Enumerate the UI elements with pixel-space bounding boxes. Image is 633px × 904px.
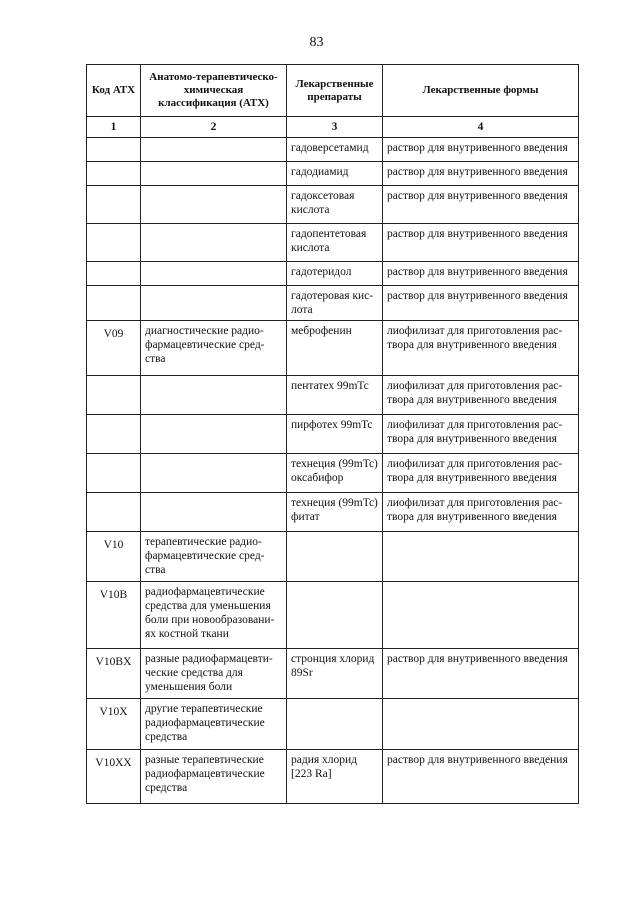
table-body [87,138,579,804]
drug-cell: гадодиамид [287,162,383,186]
table-row [87,186,579,224]
table-row [87,138,579,162]
classification-cell [141,262,287,286]
form-cell: раствор для внутривенного введения [383,224,579,262]
column-number: 3 [287,117,383,138]
table-row [87,162,579,186]
table-row [87,286,579,321]
classification-cell [141,415,287,454]
classification-cell [141,162,287,186]
form-cell: лиофилизат для приготовления рас- твора для внутривенного введения [383,415,579,454]
classification-cell: разные терапевтические радиофармацевтические средства [141,750,287,804]
header-drugs: Лекарственные препараты [287,65,383,117]
table-row [87,649,579,699]
header-row [87,65,579,117]
table-row [87,415,579,454]
drug-cell [287,582,383,649]
form-cell: раствор для внутривенного введения [383,138,579,162]
table-row [87,454,579,493]
code-cell: V10BX [87,649,141,699]
column-number: 4 [383,117,579,138]
code-cell [87,454,141,493]
table-row [87,582,579,649]
classification-cell: диагностические радио- фармацевтические сред- ства [141,321,287,376]
code-cell [87,415,141,454]
drug-cell: технеция (99mTc) оксабифор [287,454,383,493]
table-row [87,493,579,532]
code-cell [87,376,141,415]
classification-cell [141,186,287,224]
code-cell: V10XX [87,750,141,804]
form-cell: лиофилизат для приготовления рас- твора для внутривенного введения [383,321,579,376]
drug-cell: гадотеридол [287,262,383,286]
table-row [87,376,579,415]
code-cell: V09 [87,321,141,376]
atx-table [86,64,579,804]
table-row [87,224,579,262]
form-cell: раствор для внутривенного введения [383,649,579,699]
classification-cell [141,138,287,162]
column-number: 2 [141,117,287,138]
table-row [87,532,579,582]
form-cell: лиофилизат для приготовления рас- твора для внутривенного введения [383,376,579,415]
classification-cell [141,454,287,493]
classification-cell [141,286,287,321]
form-cell: раствор для внутривенного введения [383,186,579,224]
form-cell: раствор для внутривенного введения [383,162,579,186]
drug-cell: пирфотех 99mTc [287,415,383,454]
drug-cell: пентатех 99mTc [287,376,383,415]
drug-cell: гадопентетовая кислота [287,224,383,262]
classification-cell: другие терапевтические радиофармацевтические средства [141,699,287,750]
form-cell [383,699,579,750]
drug-cell: гадоксетовая кислота [287,186,383,224]
drug-cell: технеция (99mTc) фитат [287,493,383,532]
header-forms: Лекарственные формы [383,65,579,117]
code-cell: V10 [87,532,141,582]
header-classification: Анатомо-терапевтическо-химическая классификация (АТХ) [141,65,287,117]
classification-cell [141,376,287,415]
classification-cell: терапевтические радио- фармацевтические сред- ства [141,532,287,582]
code-cell: V10X [87,699,141,750]
header-code: Код АТХ [87,65,141,117]
drug-cell: гадотеровая кис- лота [287,286,383,321]
drug-cell: гадоверсетамид [287,138,383,162]
classification-cell [141,224,287,262]
table-row [87,699,579,750]
classification-cell: радиофармацевтические средства для уменьшения боли при новообразовани- ях костной ткани [141,582,287,649]
table-row [87,262,579,286]
form-cell: раствор для внутривенного введения [383,262,579,286]
form-cell: раствор для внутривенного введения [383,750,579,804]
column-number: 1 [87,117,141,138]
drug-cell [287,699,383,750]
form-cell [383,582,579,649]
code-cell [87,262,141,286]
form-cell: раствор для внутривенного введения [383,286,579,321]
code-cell [87,286,141,321]
form-cell: лиофилизат для приготовления рас- твора для внутривенного введения [383,493,579,532]
code-cell [87,138,141,162]
drug-cell: стронция хлорид 89Sr [287,649,383,699]
classification-cell [141,493,287,532]
table-row [87,750,579,804]
drug-cell: радия хлорид [223 Ra] [287,750,383,804]
code-cell [87,162,141,186]
form-cell: лиофилизат для приготовления рас- твора для внутривенного введения [383,454,579,493]
column-number-row [87,117,579,138]
form-cell [383,532,579,582]
code-cell: V10B [87,582,141,649]
page-number: 83 [309,35,324,50]
drug-cell [287,532,383,582]
table-row [87,321,579,376]
drug-cell: меброфенин [287,321,383,376]
code-cell [87,224,141,262]
code-cell [87,493,141,532]
code-cell [87,186,141,224]
classification-cell: разные радиофармацевти- ческие средства для уменьшения боли [141,649,287,699]
